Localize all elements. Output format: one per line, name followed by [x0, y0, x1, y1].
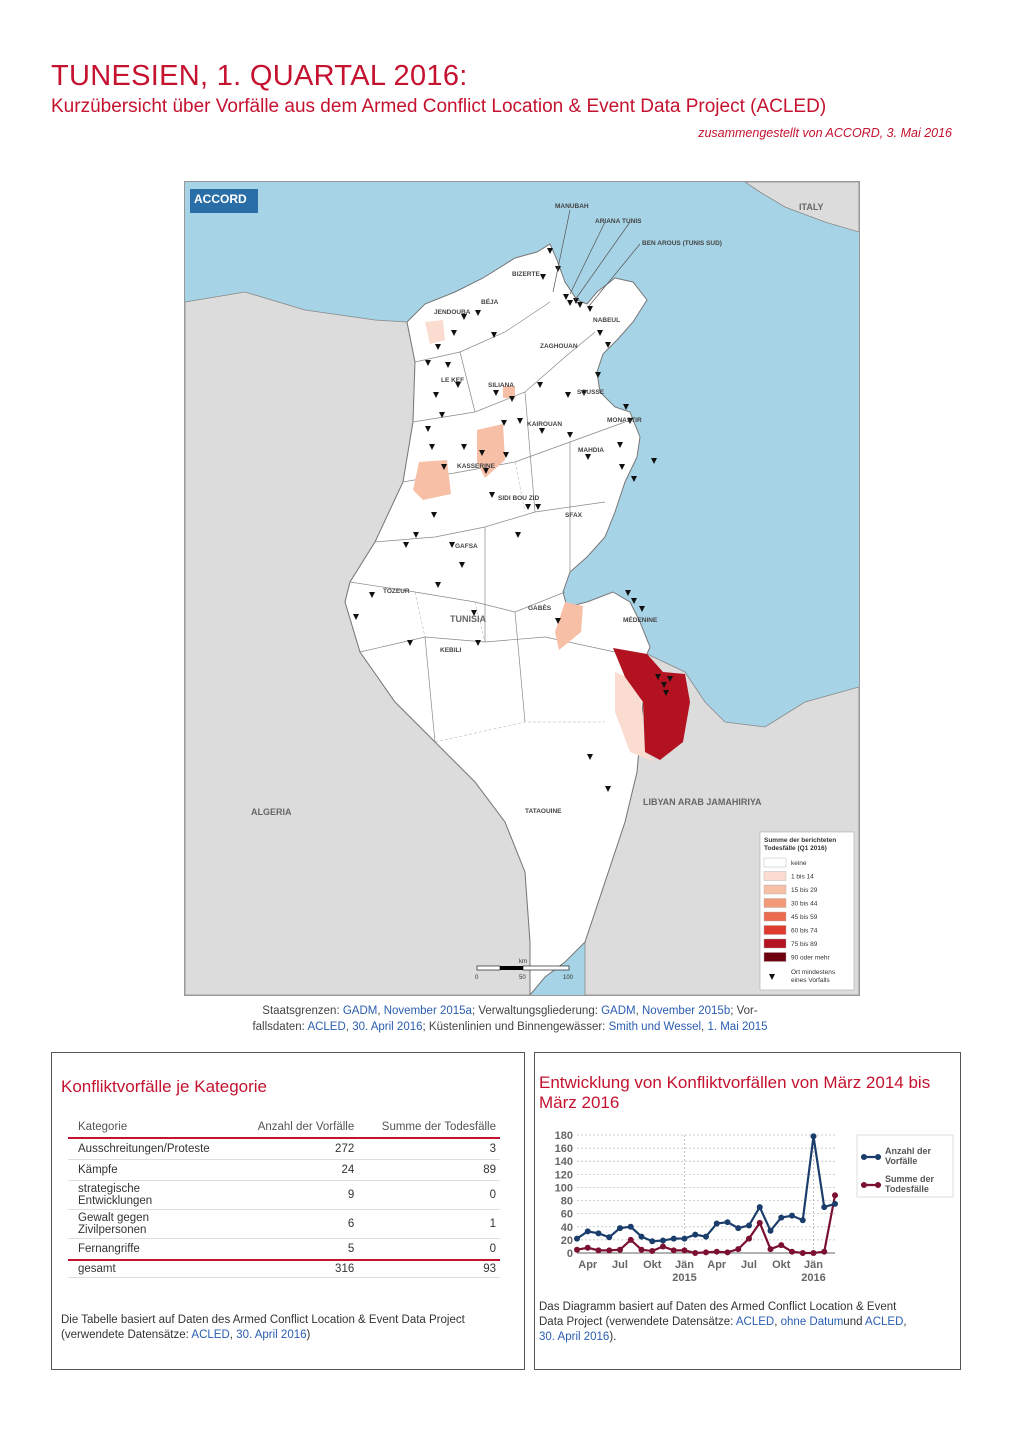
- smith-date-link[interactable]: 1. Mai 2015: [707, 1021, 768, 1033]
- trend-chart: [539, 1129, 955, 1289]
- legend-label: keine: [791, 860, 807, 867]
- acled-link[interactable]: ACLED: [735, 1316, 775, 1328]
- data-point: [639, 1234, 645, 1240]
- y-tick-label: 140: [554, 1156, 573, 1169]
- svg-text:BEN AROUS (TUNIS SUD): BEN AROUS (TUNIS SUD): [642, 240, 722, 247]
- table-row: Gewalt gegen Zivilpersonen 6 1: [68, 1210, 500, 1239]
- svg-text:GABÈS: GABÈS: [528, 605, 552, 612]
- data-point: [585, 1228, 591, 1234]
- data-point: [757, 1220, 763, 1226]
- svg-text:KEBILI: KEBILI: [440, 647, 462, 654]
- svg-text:SIDI BOU ZID: SIDI BOU ZID: [498, 495, 540, 502]
- legend-swatch: [764, 899, 786, 908]
- legend-swatch: [764, 953, 786, 962]
- col-header-deaths: Summe der Todesfälle: [358, 1119, 500, 1138]
- acled-date-link[interactable]: 30. April 2016: [352, 1021, 423, 1033]
- legend-point: [875, 1154, 881, 1160]
- svg-text:GAFSA: GAFSA: [455, 543, 478, 550]
- data-point: [821, 1249, 827, 1255]
- data-point: [768, 1228, 774, 1234]
- legend-label: Vorfälle: [885, 1156, 918, 1166]
- svg-text:JENDOUBA: JENDOUBA: [434, 309, 471, 316]
- category-panel-title: Konfliktvorfälle je Kategorie: [61, 1077, 268, 1096]
- data-point: [649, 1248, 655, 1254]
- sources-note: Staatsgrenzen: GADM, November 2015a; Verwaltungsgliederung: GADM, November 2015b; Vor- fallsdaten: ACLED, 30. April 2016; Küstenlinien und Binnengewässer: Smith und Wessel, 1. Mai 2015: [252, 1005, 768, 1033]
- data-point: [789, 1213, 795, 1219]
- legend-swatch: [764, 858, 786, 867]
- gadm-date-link[interactable]: November 2015a: [383, 1005, 472, 1017]
- legend-label: Summe der: [885, 1174, 935, 1184]
- acled-link[interactable]: ACLED: [191, 1329, 230, 1341]
- svg-text:ALGERIA: ALGERIA: [251, 807, 292, 817]
- legend-swatch: [764, 872, 786, 881]
- data-point: [660, 1238, 666, 1244]
- svg-text:KASSERINE: KASSERINE: [457, 463, 495, 470]
- data-point: [789, 1249, 795, 1255]
- svg-text:TUNISIA: TUNISIA: [450, 614, 486, 624]
- legend-label: 90 oder mehr: [791, 954, 830, 962]
- data-point: [649, 1238, 655, 1244]
- col-header-incidents: Anzahl der Vorfälle: [237, 1119, 358, 1138]
- y-tick-label: 180: [554, 1130, 573, 1142]
- y-tick-label: 0: [566, 1248, 573, 1260]
- data-point: [596, 1230, 602, 1236]
- legend-point: [875, 1182, 881, 1188]
- x-tick-label: Jän: [804, 1259, 823, 1271]
- x-tick-label: Okt: [643, 1259, 662, 1271]
- data-point: [574, 1236, 580, 1242]
- map-svg: [185, 182, 859, 995]
- chart-source-note: Das Diagramm basiert auf Daten des Armed Conflict Location & Event Data Project (verwendete Datensätze: ACLED, ohne Datumund ACLED, 30. April 2016).: [539, 1301, 907, 1343]
- nodate-link[interactable]: ohne Datum: [780, 1316, 844, 1328]
- table-source-note: Die Tabelle basiert auf Daten des Armed Conflict Location & Event Data Project (verwendete Datensätze: ACLED, 30. April 2016): [61, 1314, 465, 1341]
- svg-text:BÉJA: BÉJA: [481, 299, 499, 306]
- x-tick-label: Jän: [675, 1259, 694, 1271]
- svg-text:TOZEUR: TOZEUR: [383, 588, 410, 595]
- legend-swatch: [764, 912, 786, 921]
- svg-text:SILIANA: SILIANA: [488, 382, 514, 389]
- x-tick-label: Apr: [578, 1259, 598, 1271]
- gadm-link[interactable]: GADM: [342, 1005, 378, 1017]
- table-row: Kämpfe 24 89: [68, 1160, 500, 1181]
- y-tick-label: 60: [560, 1208, 573, 1221]
- legend-swatch: [764, 939, 786, 948]
- table-row: Fernangriffe 5 0: [68, 1239, 500, 1261]
- data-point: [606, 1234, 612, 1240]
- x-tick-label: Apr: [707, 1259, 727, 1271]
- data-point: [574, 1247, 580, 1253]
- legend-label: Todesfälle: [885, 1184, 929, 1194]
- svg-text:TATAOUINE: TATAOUINE: [525, 808, 562, 815]
- svg-text:0: 0: [475, 975, 479, 981]
- data-point: [639, 1247, 645, 1253]
- legend-label: 45 bis 59: [791, 914, 818, 921]
- legend-label: 15 bis 29: [791, 887, 818, 894]
- gadm2-link[interactable]: GADM: [601, 1005, 636, 1017]
- data-point: [671, 1247, 677, 1253]
- series-line: [577, 1136, 835, 1241]
- data-point: [746, 1222, 752, 1228]
- legend-label: 30 bis 44: [791, 900, 818, 908]
- svg-text:100: 100: [563, 975, 574, 981]
- y-tick-label: 20: [560, 1234, 573, 1247]
- data-point: [725, 1219, 731, 1225]
- category-table: [68, 1119, 500, 1278]
- svg-text:MONASTIR: MONASTIR: [607, 417, 642, 424]
- y-tick-label: 100: [554, 1182, 573, 1195]
- compiled-note: zusammengestellt von ACCORD, 3. Mai 2016: [698, 126, 952, 140]
- svg-text:Todesfälle (Q1 2016): Todesfälle (Q1 2016): [764, 845, 827, 852]
- trend-panel: [534, 1052, 961, 1370]
- svg-text:MANUBAH: MANUBAH: [555, 203, 589, 210]
- svg-text:SOUSSE: SOUSSE: [577, 389, 605, 396]
- acled-link[interactable]: ACLED: [307, 1021, 346, 1033]
- y-tick-label: 80: [560, 1195, 573, 1208]
- data-point: [596, 1247, 602, 1253]
- legend-point: [861, 1154, 867, 1160]
- svg-text:Summe der berichteten: Summe der berichteten: [764, 837, 837, 844]
- data-point: [714, 1221, 720, 1227]
- table-row: Ausschreitungen/Proteste 272 3: [68, 1138, 500, 1160]
- legend-point: [861, 1182, 867, 1188]
- svg-text:TUNIS: TUNIS: [622, 218, 642, 225]
- data-point: [800, 1250, 806, 1256]
- gadm2-date-link[interactable]: November 2015b: [642, 1005, 731, 1017]
- col-header-category: Kategorie: [68, 1119, 237, 1138]
- data-point: [768, 1246, 774, 1252]
- trend-panel-title: Entwicklung von Konfliktvorfällen von März 2014 bis März 2016: [539, 1073, 931, 1112]
- y-tick-label: 160: [554, 1143, 573, 1156]
- y-tick-label: 40: [560, 1221, 573, 1234]
- acled2-link[interactable]: ACLED: [865, 1316, 904, 1328]
- svg-text:eines Vorfalls: eines Vorfalls: [791, 977, 830, 984]
- data-point: [811, 1133, 817, 1139]
- data-point: [746, 1236, 752, 1242]
- data-point: [832, 1192, 838, 1198]
- svg-text:Ort mindestens: Ort mindestens: [791, 969, 836, 976]
- legend-label: 60 bis 74: [791, 927, 818, 935]
- data-point: [735, 1246, 741, 1252]
- legend-label: 1 bis 14: [791, 873, 814, 881]
- data-point: [725, 1249, 731, 1255]
- svg-text:SFAX: SFAX: [565, 512, 582, 519]
- legend-swatch: [764, 885, 786, 894]
- data-point: [821, 1204, 827, 1210]
- svg-text:50: 50: [519, 975, 526, 981]
- legend-label: 75 bis 89: [791, 941, 818, 948]
- table-total-row: gesamt 316 93: [68, 1260, 500, 1278]
- svg-text:KAIROUAN: KAIROUAN: [527, 421, 563, 428]
- svg-text:ITALY: ITALY: [799, 202, 824, 212]
- data-point: [606, 1247, 612, 1253]
- data-point: [703, 1249, 709, 1255]
- svg-text:MÉDENINE: MÉDENINE: [623, 617, 658, 624]
- map: [184, 181, 860, 996]
- data-point: [778, 1215, 784, 1221]
- data-point: [778, 1242, 784, 1248]
- table-row: strategische Entwicklungen 9 0: [68, 1181, 500, 1210]
- svg-text:LIBYAN ARAB JAMAHIRIYA: LIBYAN ARAB JAMAHIRIYA: [643, 797, 762, 807]
- data-point: [671, 1236, 677, 1242]
- data-point: [832, 1201, 838, 1207]
- svg-text:ARIANA: ARIANA: [595, 218, 621, 225]
- data-point: [628, 1237, 634, 1243]
- x-tick-label: Jul: [741, 1259, 757, 1271]
- data-point: [617, 1225, 623, 1231]
- x-year-label: 2015: [672, 1272, 697, 1284]
- series-line: [577, 1195, 835, 1253]
- svg-text:LE KEF: LE KEF: [441, 377, 465, 384]
- data-point: [714, 1249, 720, 1255]
- svg-text:km: km: [519, 959, 527, 965]
- data-point: [660, 1243, 666, 1249]
- x-year-label: 2016: [801, 1272, 826, 1284]
- y-tick-label: 120: [554, 1169, 573, 1182]
- data-point: [617, 1247, 623, 1253]
- svg-text:MAHDIA: MAHDIA: [578, 447, 604, 454]
- data-point: [692, 1250, 698, 1256]
- data-point: [735, 1225, 741, 1231]
- svg-text:ZAGHOUAN: ZAGHOUAN: [540, 343, 578, 350]
- accord-logo-text: ACCORD: [194, 192, 247, 206]
- data-point: [811, 1250, 817, 1256]
- data-point: [757, 1204, 763, 1210]
- page-subtitle: Kurzübersicht über Vorfälle aus dem Armed Conflict Location & Event Data Project (ACLED): [51, 96, 827, 117]
- data-point: [628, 1224, 634, 1230]
- acled2-date-link[interactable]: 30. April 2016: [539, 1331, 610, 1343]
- data-point: [585, 1245, 591, 1251]
- data-point: [692, 1232, 698, 1238]
- legend-label: Anzahl der: [885, 1146, 932, 1156]
- page-title: TUNESIEN, 1. QUARTAL 2016:: [51, 60, 468, 92]
- x-tick-label: Jul: [612, 1259, 628, 1271]
- svg-text:NABEUL: NABEUL: [593, 317, 621, 324]
- category-panel: [51, 1052, 525, 1370]
- data-point: [703, 1234, 709, 1240]
- svg-text:BIZERTE: BIZERTE: [512, 271, 540, 278]
- legend-swatch: [764, 926, 786, 935]
- data-point: [682, 1247, 688, 1253]
- map-legend: [760, 832, 854, 990]
- smith-link[interactable]: Smith und Wessel: [608, 1021, 702, 1033]
- x-tick-label: Okt: [772, 1259, 791, 1271]
- acled-date-link[interactable]: 30. April 2016: [236, 1329, 307, 1341]
- data-point: [682, 1236, 688, 1242]
- data-point: [800, 1217, 806, 1223]
